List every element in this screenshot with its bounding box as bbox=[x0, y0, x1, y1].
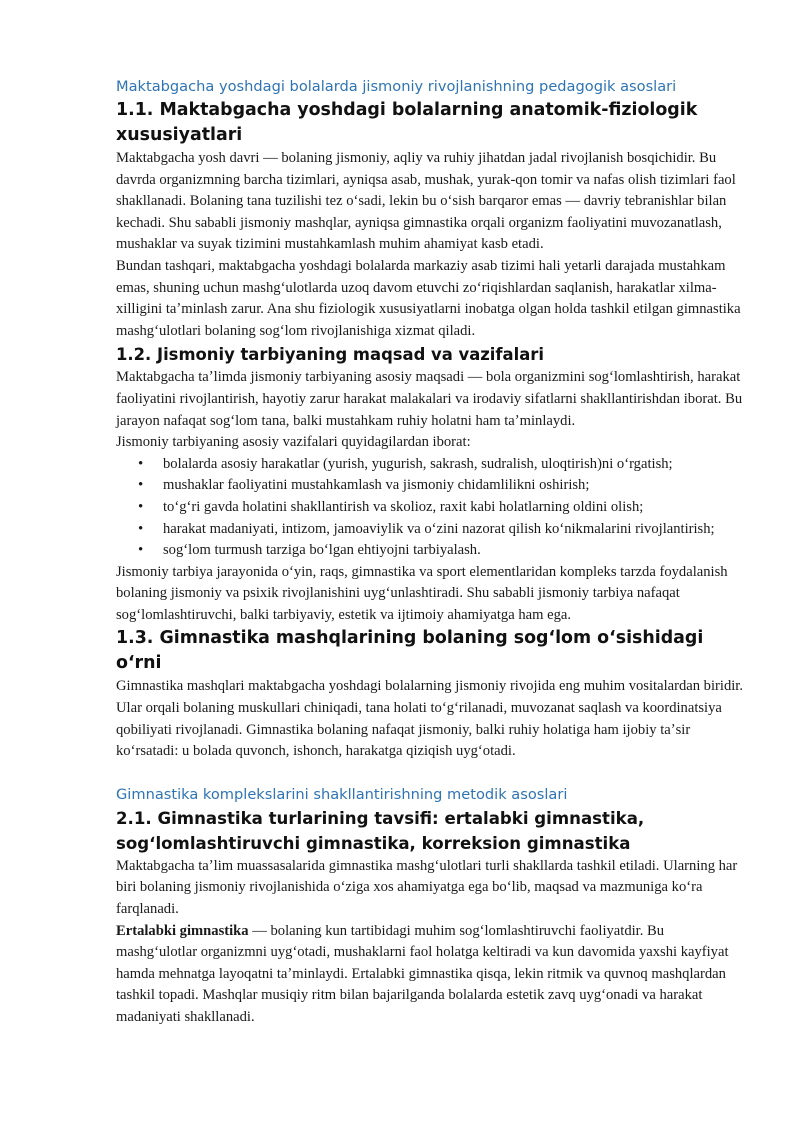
chapter-1-title: Maktabgacha yoshdagi bolalarda jismoniy rivojlanishning pedagogik asoslari bbox=[116, 78, 677, 95]
section-2-1-heading: 2.1. Gimnastika turlarining tavsifi: ertalabki gimnastika, sogʻlomlashtiruvchi gimnastika, korreksion gimnastika bbox=[116, 808, 645, 853]
section-1-1-paragraph-2: Bundan tashqari, maktabgacha yoshdagi bolalarda markaziy asab tizimi hali yetarli darajada mustahkam emas, shuning uchun mashgʻulotlarda uzoq davom etuvchi zoʻriqishlardan saqlanish, harakatlar xilma-xilligini taʼminlash zarur. Ana shu fiziologik xususiyatlarni inobatga olgan holda tashkil etilgan gimnastika mashgʻulotlari bolaning sogʻlom rivojlanishiga xizmat qiladi. bbox=[116, 257, 741, 339]
section-2-1-paragraph-1: Maktabgacha taʼlim muassasalarida gimnastika mashgʻulotlari turli shakllarda tashkil etiladi. Ularning har biri bolaning jismoniy rivojlanishida oʻziga xos ahamiyatga ega boʻlib, maqsad va mazmuniga koʻra farqlanadi. bbox=[116, 857, 738, 918]
section-1-2-paragraph-1: Maktabgacha taʼlimda jismoniy tarbiyaning asosiy maqsadi — bola organizmini sogʻlomlashtirish, harakat faoliyatini rivojlantirish, hayotiy zarur harakat malakalari va irodaviy sifatlarni shakllantirishdan iborat. Bu jarayon nafaqat sogʻlom tana, balki mustahkam ruhiy holatni ham taʼminlaydi. bbox=[116, 369, 743, 429]
section-2-1-paragraph-2 bbox=[116, 921, 746, 1029]
list-item: • mushaklar faoliyatini mustahkamlash va jismoniy chidamlilikni oshirish; bbox=[163, 475, 746, 497]
list-item: • toʻgʻri gavda holatini shakllantirish va skolioz, raxit kabi holatlarning oldini olish; bbox=[163, 497, 746, 519]
section-1-1-paragraph-1: Maktabgacha yosh davri — bolaning jismoniy, aqliy va ruhiy jihatdan jadal rivojlanish bosqichidir. Bu davrda organizmning barcha tizimlari, ayniqsa asab, mushak, yurak-qon tomir va nafas olish tizimlari faol shakllanadi. Bolaning tana tuzilishi tez oʻsadi, lekin bu oʻsish barqaror emas — davriy tebranishlar bilan kechadi. Shu sababli jismoniy mashqlar, ayniqsa gimnastika orqali organizm faoliyatini muvozanatlash, mushaklar va suyak tizimini mustahkamlash muhim ahamiyat kasb etadi. bbox=[116, 150, 736, 253]
section-1-2-paragraph-2: Jismoniy tarbiyaning asosiy vazifalari quyidagilardan iborat: bbox=[116, 434, 471, 451]
list-item: • sogʻlom turmush tarziga boʻlgan ehtiyojni tarbiyalash. bbox=[163, 540, 746, 562]
section-1-1-heading: 1.1. Maktabgacha yoshdagi bolalarning anatomik-fiziologik xususiyatlari bbox=[116, 100, 698, 145]
chapter-2-title: Gimnastika komplekslarini shakllantirishning metodik asoslari bbox=[116, 785, 568, 803]
section-1-3-paragraph-1: Gimnastika mashqlari maktabgacha yoshdagi bolalarning jismoniy rivojida eng muhim vositalardan biridir. Ular orqali bolaning muskullari chiniqadi, tana holati toʻgʻrilanadi, muvozanat saqlash va koordinatsiya qobiliyati rivojlanadi. Gimnastika bolaning nafaqat jismoniy, balki ruhiy holatiga ham ijobiy taʼsir koʻrsatadi: u bolada quvonch, ishonch, harakatga qiziqish uygʻotadi. bbox=[116, 678, 743, 760]
list-item: • harakat madaniyati, intizom, jamoaviylik va oʻzini nazorat qilish koʻnikmalarini rivojlantirish; bbox=[163, 519, 746, 541]
section-1-2-heading: 1.2. Jismoniy tarbiyaning maqsad va vazifalari bbox=[116, 345, 544, 365]
section-1-2-paragraph-3: Jismoniy tarbiya jarayonida oʻyin, raqs, gimnastika va sport elementlaridan kompleks tarzda foydalanish bolaning jismoniy va psixik rivojlanishini uygʻunlashtiradi. Shu sababli jismoniy tarbiya nafaqat sogʻlomlashtiruvchi, balki tarbiyaviy, estetik va ijtimoiy ahamiyatga ham ega. bbox=[116, 563, 728, 623]
document-page bbox=[116, 76, 746, 1029]
list-item: • bolalarda asosiy harakatlar (yurish, yugurish, sakrash, sudralish, uloqtirish)ni oʻrgatish; bbox=[163, 454, 746, 476]
bold-term: Ertalabki gimnastika bbox=[116, 922, 249, 939]
section-1-3-heading: 1.3. Gimnastika mashqlarining bolaning sogʻlom oʻsishidagi oʻrni bbox=[116, 628, 704, 674]
tasks-list bbox=[116, 454, 746, 562]
paragraph-text: — bolaning kun tartibidagi muhim sogʻlomlashtiruvchi faoliyatdir. Bu mashgʻulotlar organizmni uygʻotadi, mushaklarni faol holatga keltiradi va kun davomida yaxshi kayfiyat hamda mehnatga layoqatni taʼminlaydi. Ertalabki gimnastika qisqa, lekin ritmik va quvnoq mashqlardan tashkil topadi. Mashqlar musiqiy ritm bilan bajarilganda bolalarda estetik zavq uygʻonadi va harakat madaniyati shakllanadi. bbox=[116, 922, 729, 1025]
